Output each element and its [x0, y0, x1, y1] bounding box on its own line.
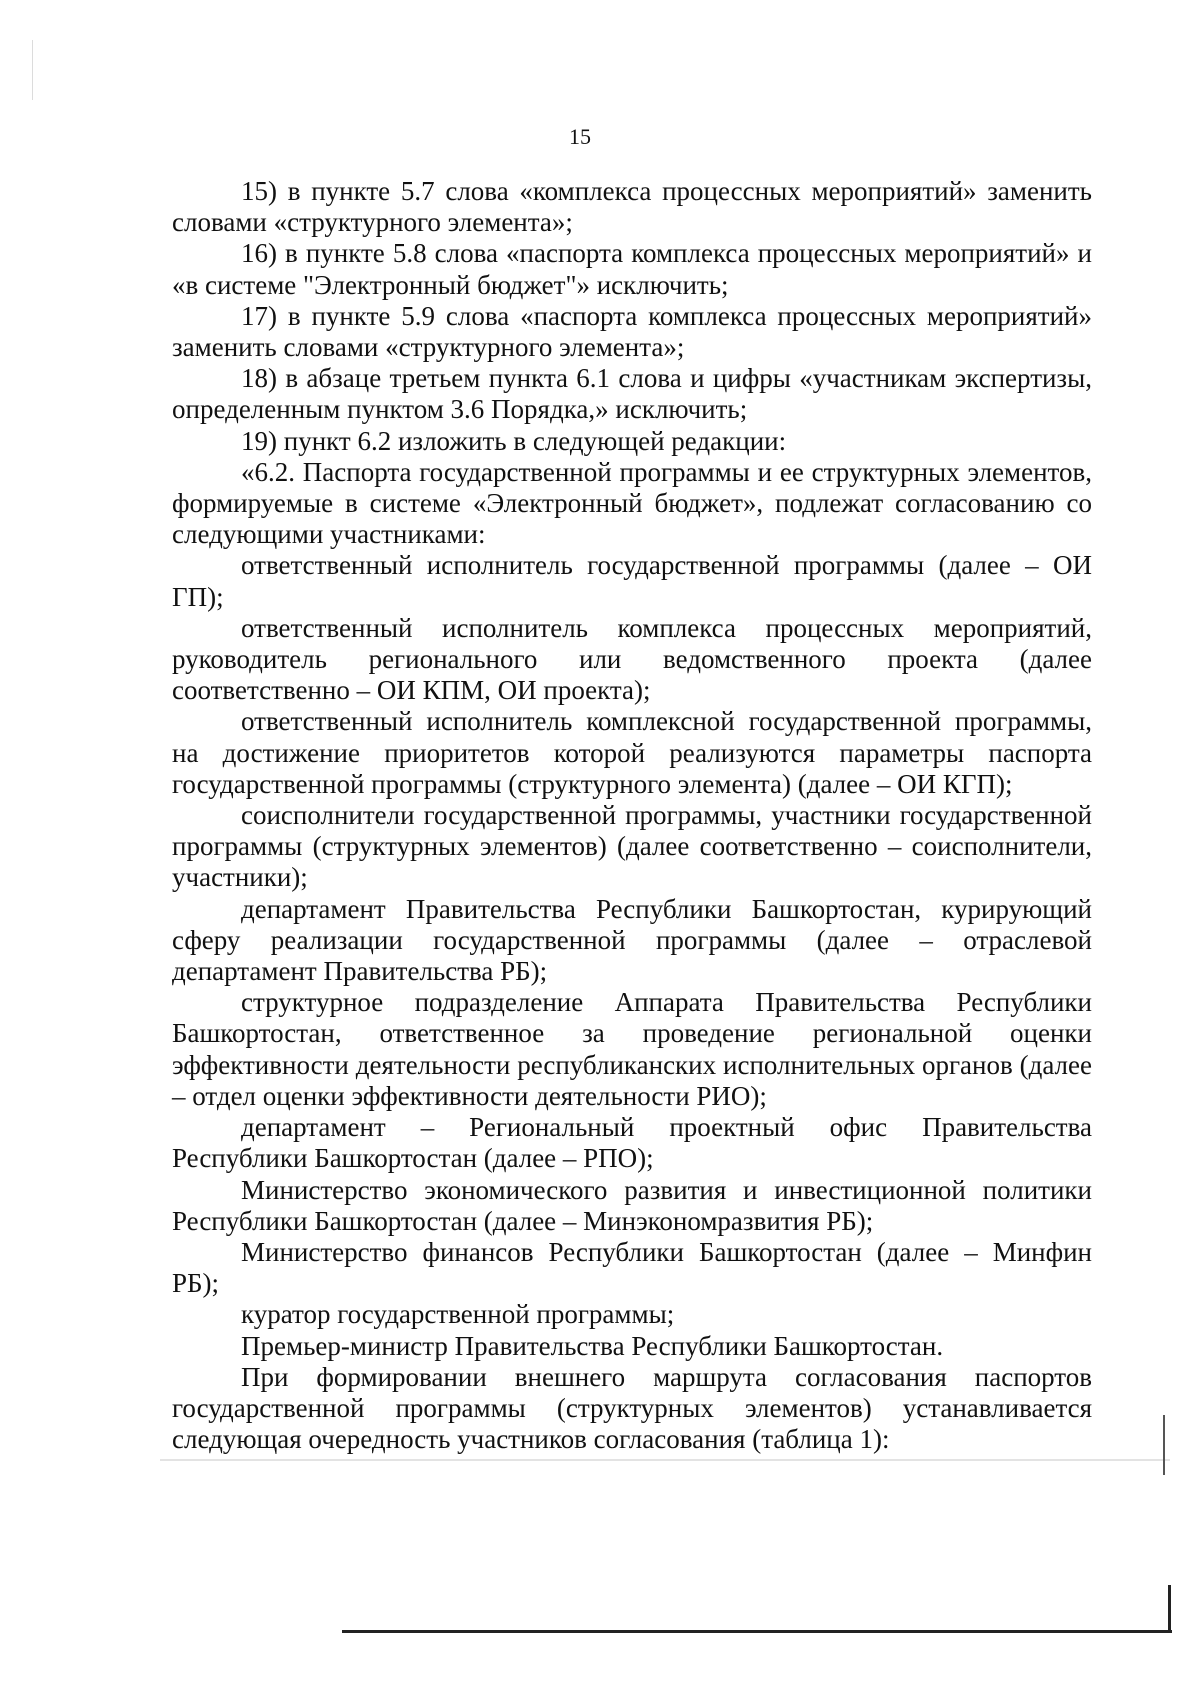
- paragraph-item-19: 19) пункт 6.2 изложить в следующей редакции:: [241, 425, 787, 456]
- paragraph-participant-oi-kgp: ответственный исполнитель комплексной государственной программы, на достижение приоритетов которой реализуются параметры паспорта государственной программы (структурного элемента) (далее – ОИ КГП);: [172, 706, 1092, 799]
- paragraph-item-15: 15) в пункте 5.7 слова «комплекса процессных мероприятий» заменить словами «структурного элемента»;: [172, 176, 1092, 238]
- paragraph-participant-curator: куратор государственной программы;: [241, 1299, 675, 1330]
- bottom-corner-mark: [1168, 1585, 1171, 1633]
- paragraph-participant-co-executors: соисполнители государственной программы, участники государственной программы (структурных элементов) (далее соответственно – соисполнители, участники);: [172, 800, 1092, 893]
- scan-streak: [160, 1459, 1170, 1461]
- paragraph-item-18: 18) в абзаце третьем пункта 6.1 слова и цифры «участникам экспертизы, определенным пунктом 3.6 Порядка,» исключить;: [172, 363, 1092, 425]
- scan-margin-mark: [1163, 1415, 1165, 1475]
- paragraph-participant-department: департамент Правительства Республики Башкортостан, курирующий сферу реализации государственной программы (далее – отраслевой департамент Правительства РБ);: [172, 893, 1092, 987]
- paragraph-participant-premier: Премьер-министр Правительства Республики Башкортостан.: [241, 1330, 944, 1361]
- paragraph-approval-order: При формировании внешнего маршрута согласования паспортов государственной программы (структурных элементов) устанавливается следующая очередность участников согласования (таблица 1):: [172, 1361, 1092, 1455]
- paragraph-item-16: 16) в пункте 5.8 слова «паспорта комплекса процессных мероприятий» и «в системе "Электронный бюджет"» исключить;: [172, 238, 1092, 300]
- paragraph-participant-oi-kpm: ответственный исполнитель комплекса процессных мероприятий, руководитель регионального или ведомственного проекта (далее соответственно – ОИ КПМ, ОИ проекта);: [172, 612, 1092, 706]
- bottom-rule: [342, 1630, 1172, 1633]
- page-number: 15: [569, 124, 591, 149]
- paragraph-item-17: 17) в пункте 5.9 слова «паспорта комплекса процессных мероприятий» заменить словами «структурного элемента»;: [172, 300, 1092, 363]
- document-body: [172, 176, 1092, 1455]
- paragraph-participant-oi-gp: ответственный исполнитель государственной программы (далее – ОИ ГП);: [172, 550, 1092, 612]
- paragraph-participant-rio: структурное подразделение Аппарата Правительства Республики Башкортостан, ответственное за проведение региональной оценки эффективности деятельности республиканских исполнительных органов (далее – отдел оценки эффективности деятельности РИО);: [172, 987, 1092, 1111]
- paragraph-clause-6-2: «6.2. Паспорта государственной программы и ее структурных элементов, формируемые в системе «Электронный бюджет», подлежат согласованию со следующими участниками:: [172, 456, 1092, 550]
- paragraph-participant-minecon: Министерство экономического развития и инвестиционной политики Республики Башкортостан (далее – Минэкономразвития РБ);: [172, 1174, 1092, 1236]
- scan-edge-mark: [32, 40, 33, 100]
- paragraph-participant-minfin: Министерство финансов Республики Башкортостан (далее – Минфин РБ);: [172, 1236, 1092, 1299]
- paragraph-participant-rpo: департамент – Региональный проектный офис Правительства Республики Башкортостан (далее – РПО);: [172, 1112, 1092, 1174]
